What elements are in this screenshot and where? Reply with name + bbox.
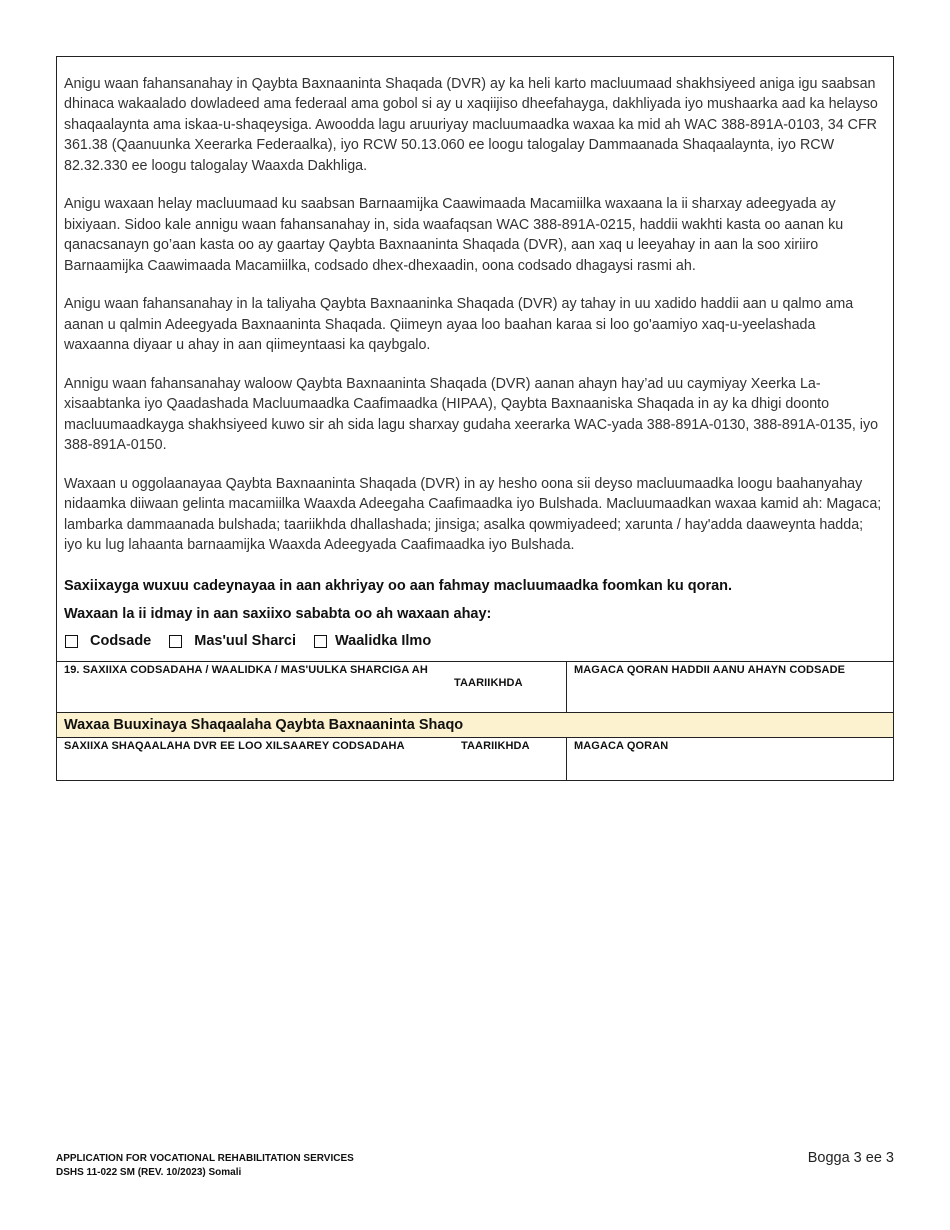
applicant-date-label: TAARIIKHDA — [454, 677, 523, 689]
staff-section-title: Waxaa Buuxinaya Shaqaalaha Qaybta Baxnaaninta Shaqo — [64, 717, 464, 733]
applicant-signature-row — [57, 661, 893, 712]
staff-printed-name-label: MAGACA QORAN — [574, 740, 669, 752]
checkbox-parent[interactable] — [314, 633, 431, 649]
checkbox-legal-guardian-label: Mas'uul Sharci — [194, 633, 297, 649]
form-title: APPLICATION FOR VOCATIONAL REHABILITATION SERVICES — [56, 1153, 354, 1164]
paragraph-data-access: Anigu waan fahansanahay in Qaybta Baxnaaninta Shaqada (DVR) ay ka heli karto macluumaad shakhsiyeed aniga igu saabsan dhinaca wakaalado dowladeed ama federaal ama gobol si ay u xaqiijiso dheefahayga, dakhliyada iyo mushaarka aad ka helayso shaqaalaynta ama iskaa-u-shaqeysiga. Awoodda lagu aruuriyay macluumaadka waxaa ka mid ah WAC 388-891A-0103, 34 CFR 361.38 (Qaanuunka Xeerarka Federaalka), iyo RCW 50.13.060 ee loogu talogalay Dammaanada Shaqaalaynta, iyo RCW 82.32.330 ee loogu talogalay Waaxda Dakhliga. — [64, 76, 878, 174]
checkbox-applicant-box[interactable] — [65, 635, 78, 648]
signing-reason-label: Waxaan la ii idmay in aan saxiixo sababta oo ah waxaan ahay: — [64, 606, 492, 622]
form-id: DSHS 11-022 SM (REV. 10/2023) Somali — [56, 1167, 242, 1178]
paragraph-client-assistance: Anigu waxaan helay macluumaad ku saabsan Barnaamijka Caawimaada Macamiilka waxaana la ii sharxay adeegyada ay bixiyaan. Sidoo kale annigu waan fahansanahay in, sida waafaqsan WAC 388-891A-0215, haddii wakhti kasta oo aanan ku qanacsanayn go’aan kasta oo ay gaartay Qaybta Baxnaaninta Shaqada (DVR), aan xaq u leeyahay in aan la soo xiriiro Barnaamijka Caawimaada Macamiilka, codsado dhex-dhexaadin, oona codsado dhagaysi rasmi ah. — [64, 196, 844, 274]
signer-role-checkboxes — [65, 633, 449, 649]
checkbox-parent-box[interactable] — [314, 635, 327, 648]
checkbox-legal-guardian[interactable] — [169, 633, 296, 649]
paragraph-eligibility: Anigu waan fahansanahay in la taliyaha Qaybta Baxnaaninka Shaqada (DVR) ay tahay in uu xadido haddii aan u qalmo ama aanan u qalmin Adeegyada Baxnaaninta Shaqada. Qiimeyn ayaa loo baahan karaa si loo go'aamiyo xaq-u-yeelashada waxaanna diyaar u ahay in aan qiimeyntaasi ka qaybgalo. — [64, 296, 854, 354]
checkbox-applicant[interactable] — [65, 633, 151, 649]
staff-printed-name-field[interactable] — [567, 738, 893, 781]
staff-signature-row — [57, 737, 893, 781]
paragraph-release-consent: Waxaan u oggolaanayaa Qaybta Baxnaaninta Shaqada (DVR) in ay hesho oona sii deyso macluumaadka loogu baahanyahay nidaamka diiwaan gelinta macamiilka Waaxda Adeegaha Caafimaadka iyo Bulshada. Macluumaadkan waxaa kamid ah: Magaca; lambarka dammaanada bulshada; taariikhda dhallashada; jinsiga; asalka qowmiyadeed; xarunta / hay'adda daaweynta hadda; iyo ku lug lahaanta barnaamijka Waaxda Adeegyada Caafimaadka iyo Bulshada. — [64, 476, 882, 554]
signature-statement: Saxiixayga wuxuu cadeynayaa in aan akhriyay oo aan fahmay macluumaadka foomkan ku qoran. — [64, 578, 733, 594]
form-footer — [56, 1152, 354, 1180]
staff-signature-label: SAXIIXA SHAQAALAHA DVR EE LOO XILSAAREY CODSADAHA — [64, 740, 405, 752]
staff-signature-field[interactable] — [57, 738, 567, 781]
applicant-signature-field[interactable] — [57, 662, 567, 712]
checkbox-applicant-label: Codsade — [90, 633, 152, 649]
paragraph-hipaa: Annigu waan fahansanahay waloow Qaybta Baxnaaninta Shaqada (DVR) aanan ahayn hay’ad uu caymiyay Xeerka La-xisaabtanka iyo Qaadashada Macluumaadka Caafimaadka (HIPAA), Qaybta Baxnaaniska Shaqada in ay ka dhigi doonto macluumaadkayga shakhsiyeed kuwo sir ah sida lagu sharxay gudaha xeerarka WAC-yada 388-891A-0130, 388-891A-0135, iyo 388-891A-0150. — [64, 376, 879, 454]
page-number: Bogga 3 ee 3 — [807, 1150, 894, 1166]
staff-date-label: TAARIIKHDA — [461, 740, 530, 752]
printed-name-field[interactable] — [567, 662, 893, 712]
checkbox-legal-guardian-box[interactable] — [169, 635, 182, 648]
consent-paragraphs — [64, 74, 883, 574]
applicant-signature-label: 19. SAXIIXA CODSADAHA / WAALIDKA / MAS'UULKA SHARCIGA AH — [64, 664, 428, 676]
printed-name-label: MAGACA QORAN HADDII AANU AHAYN CODSADE — [574, 664, 846, 676]
checkbox-parent-label: Waalidka Ilmo — [335, 633, 432, 649]
consent-form-section — [56, 56, 894, 781]
staff-section-header — [57, 712, 893, 737]
